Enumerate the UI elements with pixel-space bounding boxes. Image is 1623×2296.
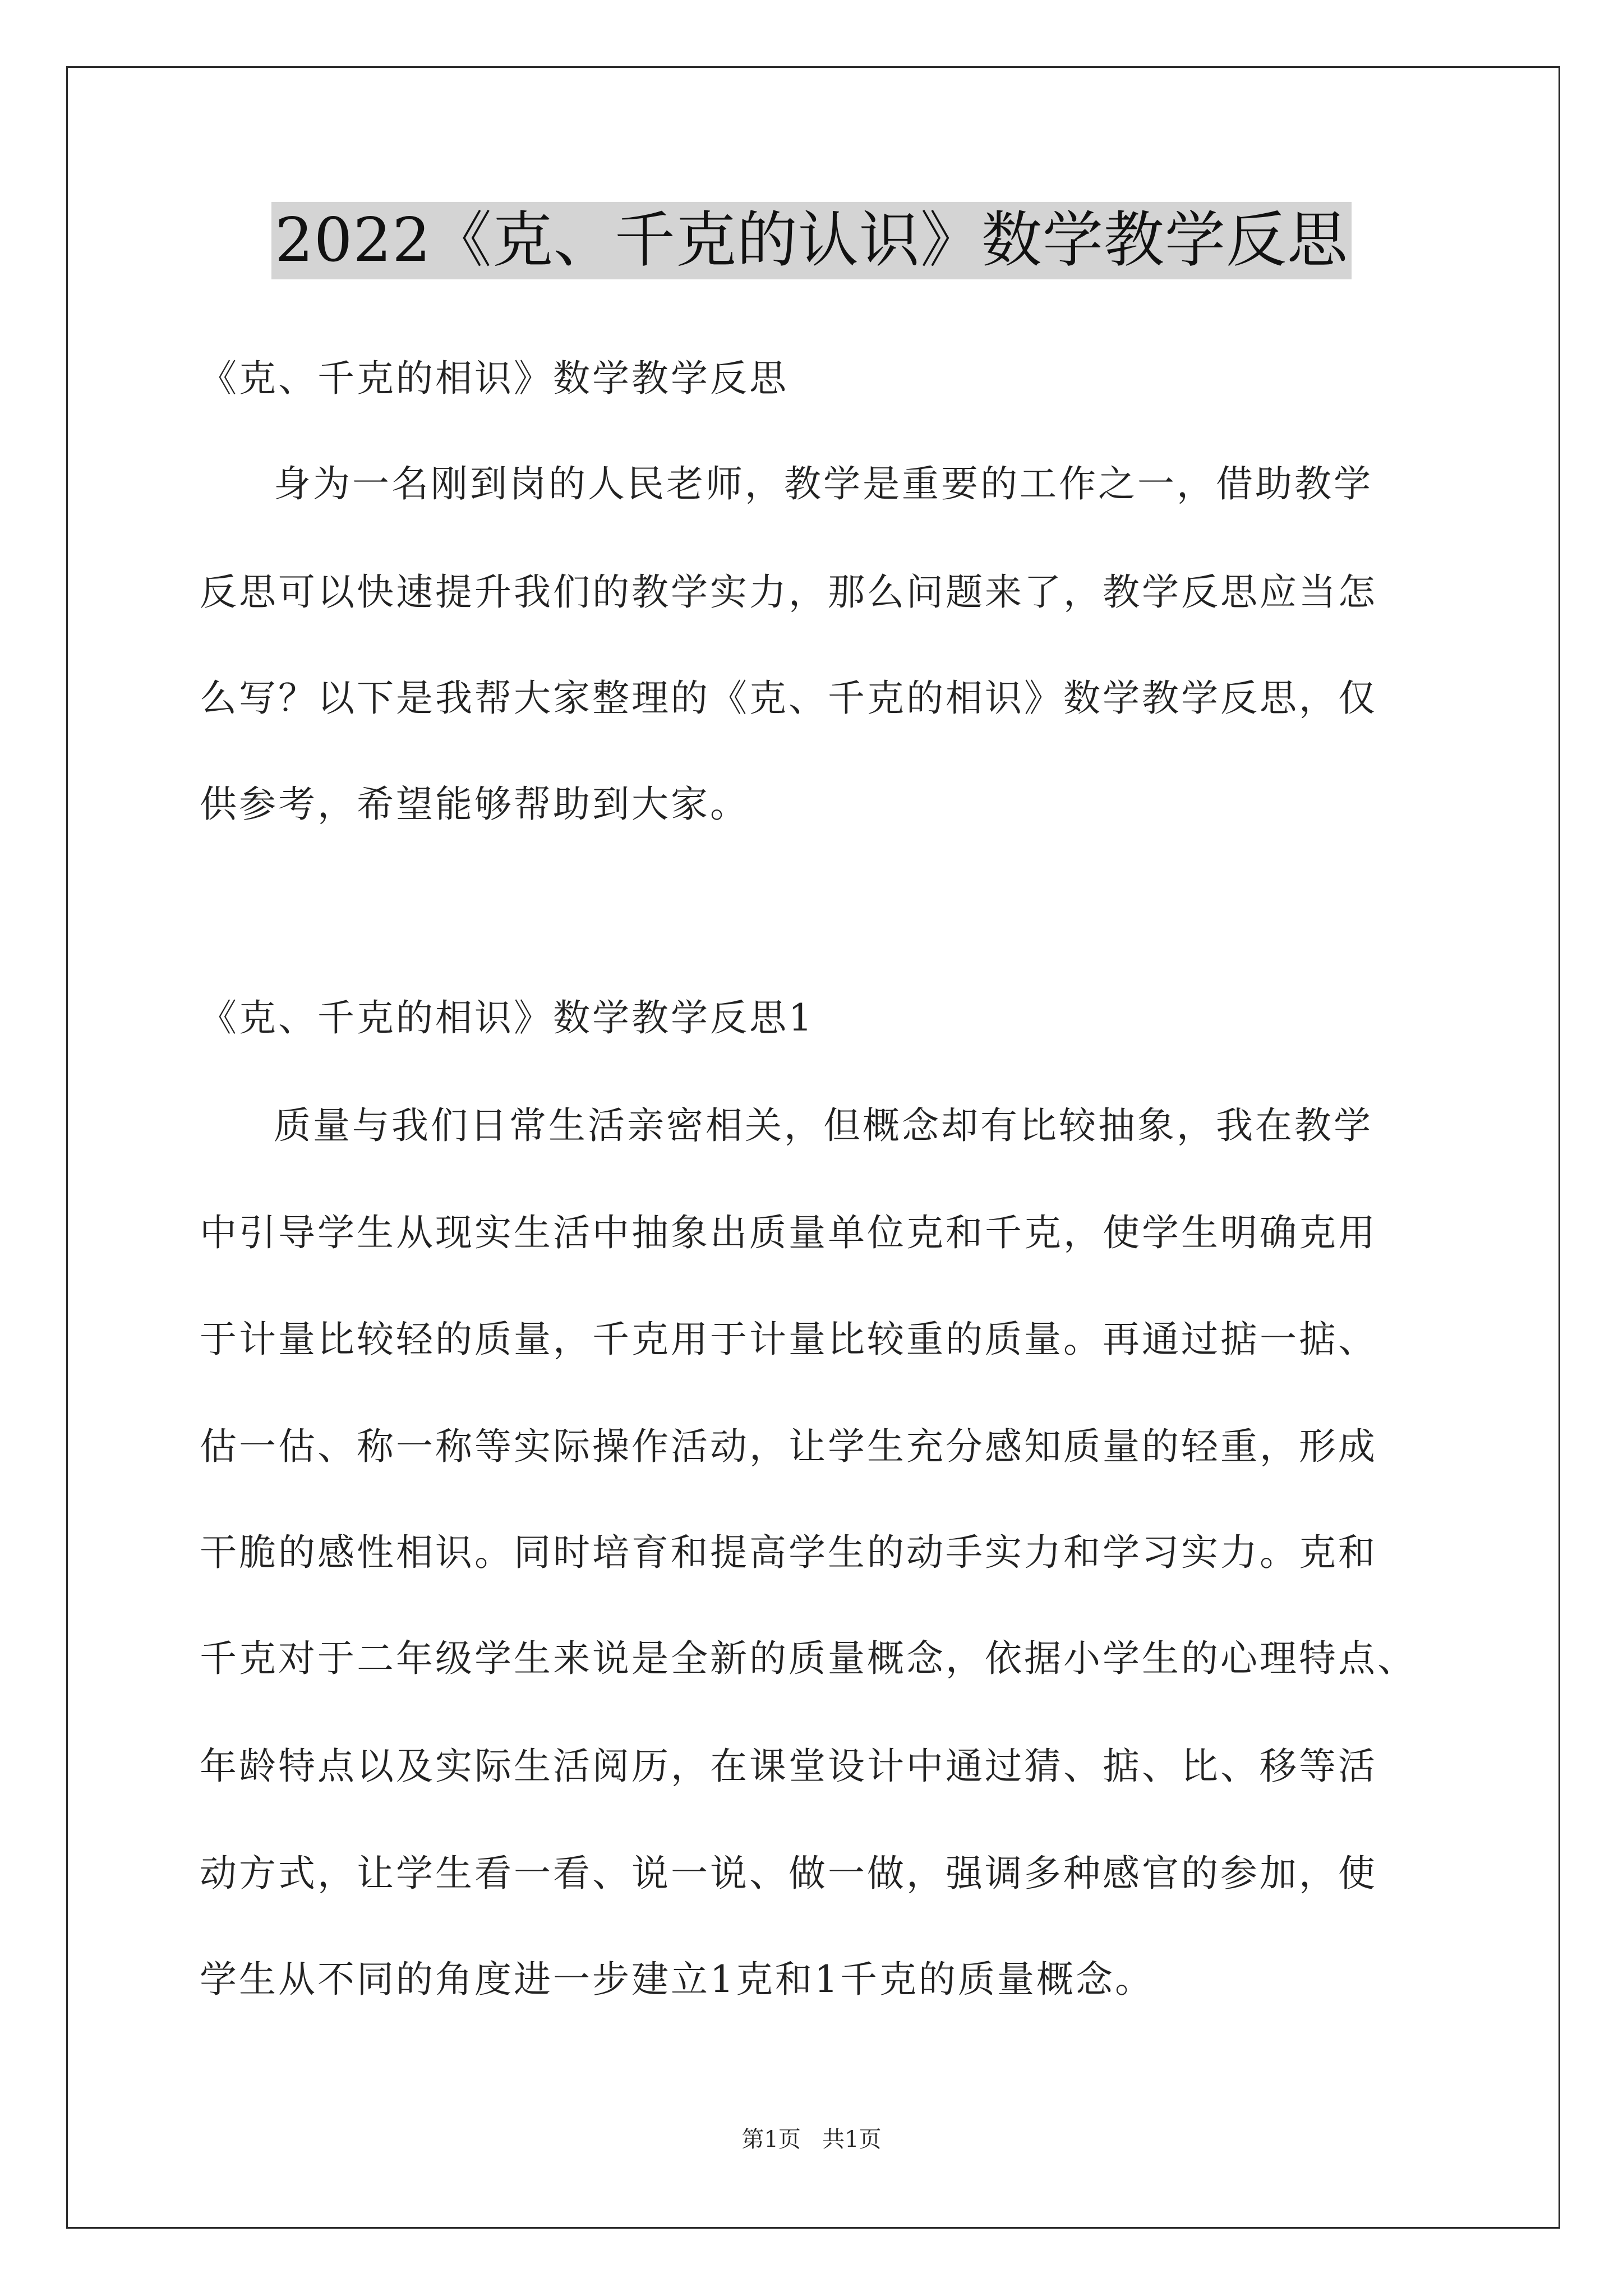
page-number-current: 第1页 xyxy=(741,2127,801,2152)
paragraph-line: 千克对于二年级学生来说是全新的质量概念，依据小学生的心理特点、 xyxy=(200,1637,1417,1680)
paragraph-line: 动方式，让学生看一看、说一说、做一做，强调多种感官的参加，使 xyxy=(200,1852,1377,1895)
intro-line: 反思可以快速提升我们的教学实力，那么问题来了，教学反思应当怎 xyxy=(200,570,1377,614)
section-heading: 《克、千克的相识》数学教学反思1 xyxy=(200,996,814,1039)
footer-spacer xyxy=(801,2127,822,2152)
document-title: 2022《克、千克的认识》数学教学反思 xyxy=(271,202,1352,279)
page-footer xyxy=(0,2124,1623,2155)
title-container xyxy=(0,202,1623,279)
subtitle: 《克、千克的相识》数学教学反思 xyxy=(200,357,789,400)
intro-line: 身为一名刚到岗的人民老师，教学是重要的工作之一，借助教学 xyxy=(274,462,1373,505)
intro-line: 供参考，希望能够帮助到大家。 xyxy=(200,783,749,826)
paragraph-line: 估一估、称一称等实际操作活动，让学生充分感知质量的轻重，形成 xyxy=(200,1425,1377,1468)
paragraph-line: 年龄特点以及实际生活阅历，在课堂设计中通过猜、掂、比、移等活 xyxy=(200,1745,1377,1788)
page-number-total: 共1页 xyxy=(822,2127,882,2152)
paragraph-line: 干脆的感性相识。同时培育和提高学生的动手实力和学习实力。克和 xyxy=(200,1531,1377,1574)
intro-line: 么写？以下是我帮大家整理的《克、千克的相识》数学教学反思，仅 xyxy=(200,677,1377,720)
paragraph-line: 质量与我们日常生活亲密相关，但概念却有比较抽象，我在教学 xyxy=(274,1104,1373,1147)
paragraph-line: 学生从不同的角度进一步建立1克和1千克的质量概念。 xyxy=(200,1958,1154,2001)
paragraph-line: 于计量比较轻的质量，千克用于计量比较重的质量。再通过掂一掂、 xyxy=(200,1318,1377,1361)
paragraph-line: 中引导学生从现实生活中抽象出质量单位克和千克，使学生明确克用 xyxy=(200,1211,1377,1254)
